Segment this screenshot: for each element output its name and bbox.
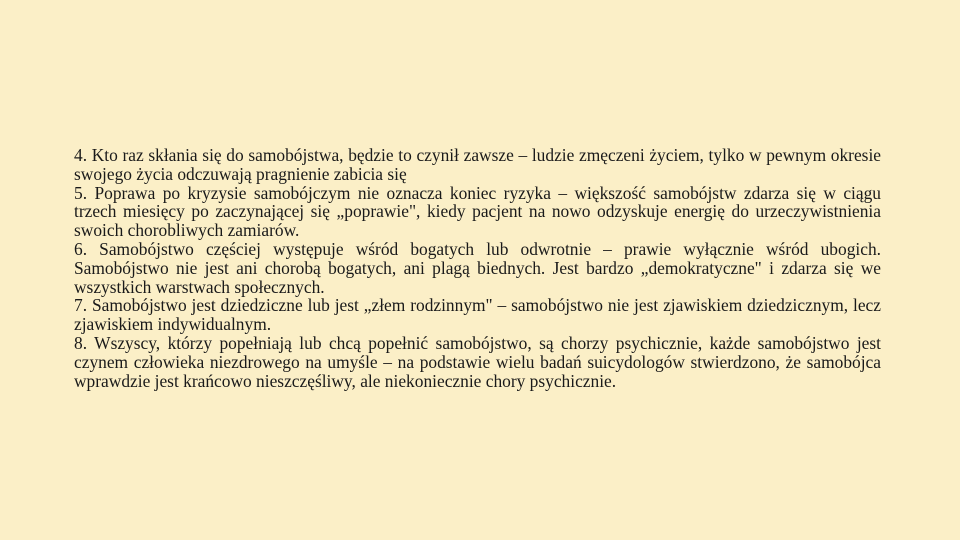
- paragraph-8: 8. Wszyscy, którzy popełniają lub chcą popełnić samobójstwo, są chorzy psychicznie, każde samobójstwo jest czynem człowieka niezdrowego na umyśle – na podstawie wielu badań suicydologów stwierdzono, że samobójca wprawdzie jest krańcowo nieszczęśliwy, ale niekoniecznie chory psychicznie.: [74, 332, 881, 391]
- paragraph-4: 4. Kto raz skłania się do samobójstwa, będzie to czynił zawsze – ludzie zmęczeni życiem, tylko w pewnym okresie swojego życia odczuwają pragnienie zabicia się: [74, 145, 881, 184]
- paragraph-7: 7. Samobójstwo jest dziedziczne lub jest „złem rodzinnym" – samobójstwo nie jest zjawiskiem dziedzicznym, lecz zjawiskiem indywidualnym.: [74, 295, 881, 335]
- paragraph-6: 6. Samobójstwo częściej występuje wśród bogatych lub odwrotnie – prawie wyłącznie wśród ubogich. Samobójstwo nie jest ani chorobą bogatych, ani plagą biednych. Jest bardzo „demokratyczne" i zdarza się we wszystkich warstwach społecznych.: [74, 238, 881, 297]
- paragraph-5: 5. Poprawa po kryzysie samobójczym nie oznacza koniec ryzyka – większość samobójstw zdarza się w ciągu trzech miesięcy po zaczynającej się „poprawie", kiedy pacjent na nowo odzyskuje energię do urzeczywistnienia swoich chorobliwych zamiarów.: [74, 182, 881, 241]
- text-block: [74, 146, 881, 390]
